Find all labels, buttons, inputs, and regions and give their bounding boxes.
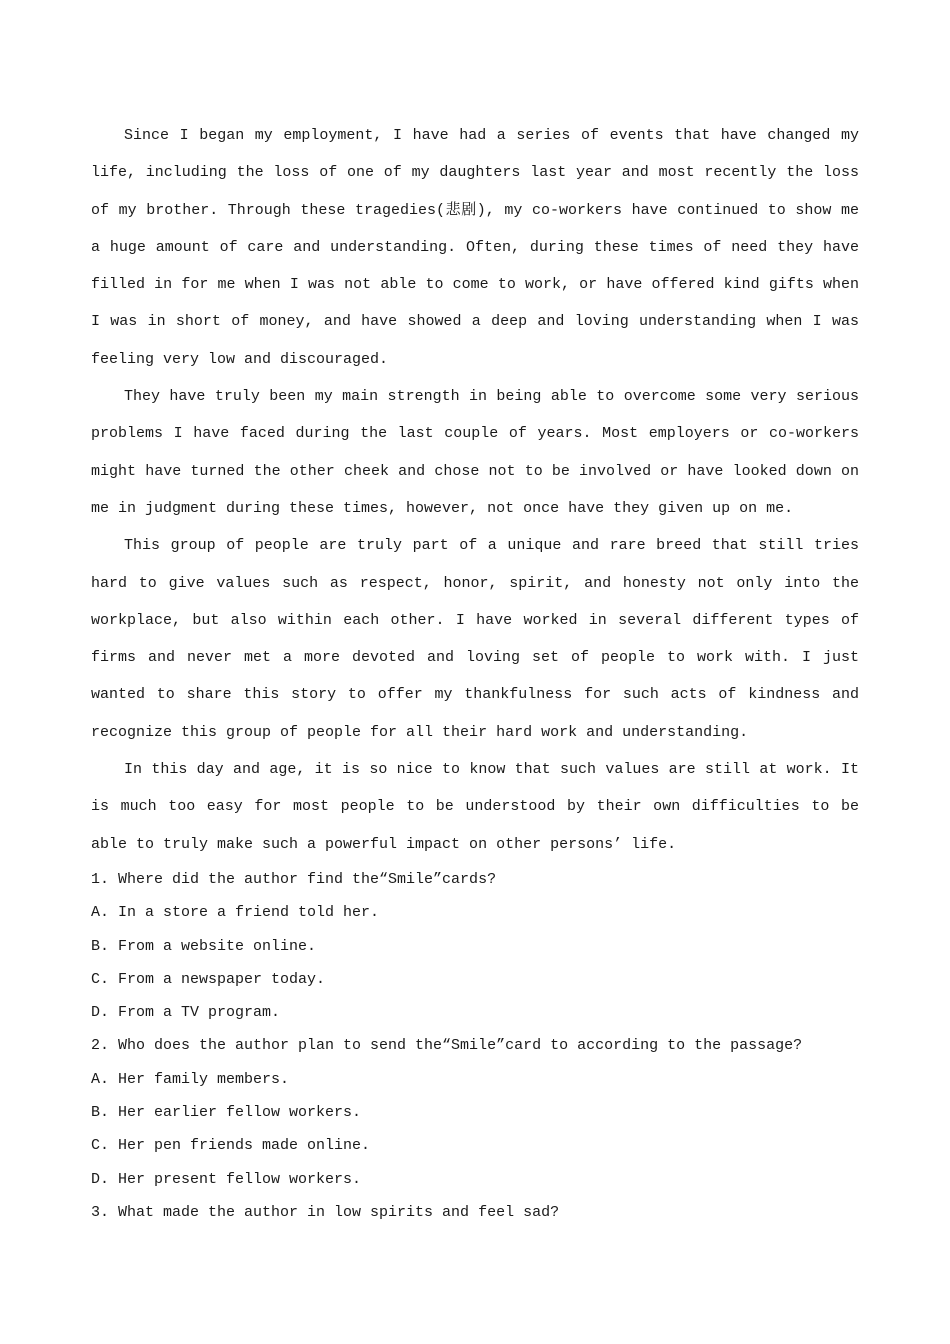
question-1-option-d: D. From a TV program. [91, 1004, 281, 1022]
question-1-option-b: B. From a website online. [91, 937, 317, 955]
question-1-option-a: A. In a store a friend told her. [91, 904, 380, 922]
passage-paragraph-3: This group of people are truly part of a unique and rare breed that still tries hard to give values such as respect, honor, spirit, and honesty not only into the workplace, but also within each other. I have worked in several different types of firms and never met a more devoted and loving set of people to work with. I just wanted to share this story to offer my thankfulness for such acts of kindness and recognize this group of people for all their hard work and understanding. [91, 537, 859, 741]
question-2-stem: 2. Who does the author plan to send the“Smile”card to according to the passage? [91, 1037, 803, 1055]
passage-paragraph-1: Since I began my employment, I have had a series of events that have changed my life, including the loss of one of my daughters last year and most recently the loss of my brother. Through these tragedies(悲剧), my co-workers have continued to show me a huge amount of care and understanding. Often, during these times of need they have filled in for me when I was not able to come to work, or have offered kind gifts when I was in short of money, and have showed a deep and loving understanding when I was feeling very low and discouraged. [91, 127, 859, 368]
passage-paragraph-2: They have truly been my main strength in being able to overcome some very serious problems I have faced during the last couple of years. Most employers or co-workers might have turned the other cheek and chose not to be involved or have looked down on me in judgment during these times, however, not once have they given up on me. [91, 388, 859, 517]
question-2-option-a: A. Her family members. [91, 1070, 290, 1088]
question-2-option-b: B. Her earlier fellow workers. [91, 1104, 362, 1122]
document-page [91, 117, 859, 1229]
question-1-stem: 1. Where did the author find the“Smile”cards? [91, 870, 497, 888]
question-1-option-c: C. From a newspaper today. [91, 970, 326, 988]
question-2-option-c: C. Her pen friends made online. [91, 1137, 371, 1155]
passage-paragraph-4: In this day and age, it is so nice to know that such values are still at work. It is much too easy for most people to be understood by their own difficulties to be able to truly make such a powerful impact on other persons’ life. [91, 761, 859, 853]
question-3-stem: 3. What made the author in low spirits and feel sad? [91, 1203, 560, 1221]
question-2-option-d: D. Her present fellow workers. [91, 1170, 362, 1188]
